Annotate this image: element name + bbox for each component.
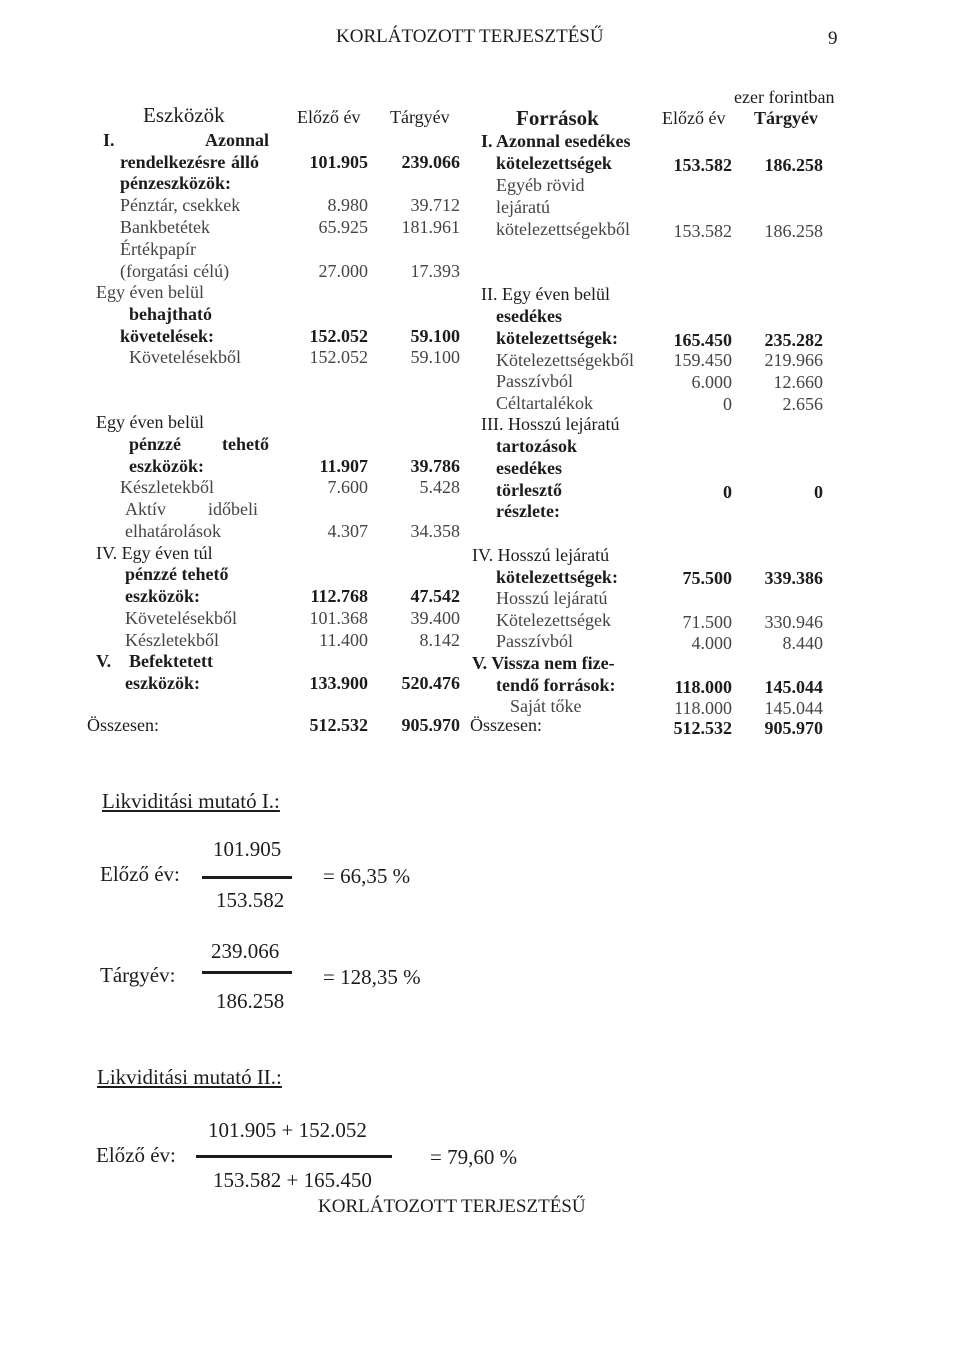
sources-label: Egyéb rövid [496,175,585,195]
sources-label: kötelezettségek: [496,328,618,348]
sources-prev-value: 75.500 [682,568,732,588]
assets-col-curr: Tárgyév [390,107,450,127]
assets-label: Egy éven belül [96,412,204,432]
sources-label: kötelezettségek [496,153,612,173]
assets-curr-value: 39.786 [410,456,460,476]
assets-prev-value: 8.980 [327,195,368,215]
assets-label: rendelkezésre [120,152,226,172]
assets-prev-value: 152.052 [309,347,368,367]
page-header-title: KORLÁTOZOTT TERJESZTÉSŰ [336,26,604,47]
liquidity-ratio-2-prev-numerator: 101.905 + 152.052 [208,1118,367,1142]
sources-prev-value: 0 [723,482,732,502]
assets-label: Értékpapír [120,239,196,259]
sources-curr-value: 330.946 [764,612,823,632]
sources-col-prev: Előző év [662,108,726,128]
assets-curr-value: 520.476 [401,673,460,693]
liquidity-ratio-1-prev-fraction-bar [202,876,292,879]
assets-label: elhatárolások [125,521,221,541]
sources-col-curr: Tárgyév [754,108,818,128]
assets-label: Azonnal [205,130,270,150]
assets-col-prev: Előző év [297,107,361,127]
assets-curr-value: 47.542 [410,586,460,606]
assets-curr-value: 39.400 [410,608,460,628]
assets-prev-value: 133.900 [309,673,368,693]
assets-label: pénzzé [129,434,181,454]
sources-prev-value: 165.450 [673,330,732,350]
assets-label: pénzeszközök: [120,173,231,193]
liquidity-ratio-1-curr-label: Tárgyév: [100,963,176,987]
assets-prev-value: 11.907 [319,456,368,476]
sources-label: Kötelezettségekből [496,350,634,370]
assets-prev-value: 112.768 [310,586,368,606]
liquidity-ratio-2-title-text: Likviditási mutató II.: [97,1065,282,1089]
sources-total-prev: 512.532 [673,718,732,738]
sources-prev-value: 118.000 [674,698,732,718]
sources-label: kötelezettségekből [496,219,630,239]
sources-label: tendő források: [496,675,616,695]
sources-label: V. Vissza nem fize- [472,653,615,673]
sources-label: esedékes [496,306,562,326]
sources-label: II. Egy éven belül [481,284,610,304]
assets-label: (forgatási célú) [120,261,230,281]
assets-label: V. [96,651,112,671]
assets-total-curr: 905.970 [401,715,460,735]
sources-label: III. Hosszú lejáratú [481,414,620,434]
assets-label: Aktív [125,499,167,519]
liquidity-ratio-2-prev-result: = 79,60 % [430,1145,518,1169]
assets-prev-value: 27.000 [318,261,368,281]
sources-curr-value: 219.966 [764,350,823,370]
assets-curr-value: 59.100 [410,347,460,367]
sources-curr-value: 186.258 [764,155,823,175]
sources-label: Céltartalékok [496,393,593,413]
assets-label: Bankbetétek [120,217,210,237]
sources-curr-value: 2.656 [782,394,823,414]
sources-prev-value: 153.582 [673,221,732,241]
sources-curr-value: 145.044 [764,677,823,697]
sources-total-curr: 905.970 [764,718,823,738]
sources-label: törlesztő [496,480,562,500]
assets-label: Készletekből [120,477,214,497]
assets-label: Pénztár, csekkek [120,195,241,215]
assets-label: álló [231,152,260,172]
assets-label: IV. Egy éven túl [96,543,213,563]
page-footer-title: KORLÁTOZOTT TERJESZTÉSŰ [318,1196,586,1217]
sources-label: Saját tőke [510,696,582,716]
assets-prev-value: 101.905 [309,152,368,172]
sources-label: részlete: [496,501,560,521]
sources-label: Passzívból [496,631,574,651]
sources-label: tartozások [496,436,577,456]
assets-label: Követelésekből [129,347,241,367]
assets-prev-value: 4.307 [327,521,368,541]
assets-total-prev: 512.532 [309,715,368,735]
unit-note: ezer forintban [734,87,835,107]
assets-label: Követelésekből [125,608,237,628]
sources-curr-value: 12.660 [773,372,823,392]
liquidity-ratio-2-prev-denominator: 153.582 + 165.450 [213,1168,372,1192]
assets-label: I. [103,130,115,150]
sources-curr-value: 8.440 [782,633,823,653]
sources-prev-value: 71.500 [682,612,732,632]
assets-prev-value: 65.925 [318,217,368,237]
liquidity-ratio-2-title [97,1066,282,1088]
liquidity-ratio-1-prev-denominator: 153.582 [216,888,285,912]
liquidity-ratio-1-curr-fraction-bar [202,971,292,974]
liquidity-ratio-1-title-text: Likviditási mutató I.: [102,789,280,813]
sources-label: Passzívból [496,371,574,391]
sources-label: IV. Hosszú lejáratú [472,545,610,565]
sources-curr-value: 145.044 [764,698,823,718]
sources-label: Kötelezettségek [496,610,611,630]
liquidity-ratio-1-curr-result: = 128,35 % [323,965,421,989]
sources-curr-value: 186.258 [764,221,823,241]
sources-prev-value: 159.450 [673,350,732,370]
assets-label: Befektetett [129,651,213,671]
assets-curr-value: 39.712 [410,195,460,215]
liquidity-ratio-1-prev-label: Előző év: [100,862,180,886]
sources-prev-value: 4.000 [691,633,732,653]
liquidity-ratio-1-curr-denominator: 186.258 [216,989,285,1013]
assets-label: eszközök: [125,673,200,693]
sources-label: esedékes [496,458,562,478]
assets-curr-value: 59.100 [410,326,460,346]
assets-label: időbeli [208,499,258,519]
liquidity-ratio-1-prev-result: = 66,35 % [323,864,411,888]
sources-prev-value: 6.000 [691,372,732,392]
assets-curr-value: 5.428 [419,477,460,497]
assets-curr-value: 17.393 [410,261,460,281]
sources-curr-value: 0 [814,482,823,502]
assets-curr-value: 239.066 [401,152,460,172]
liquidity-ratio-1-curr-numerator: 239.066 [211,939,280,963]
sources-prev-value: 153.582 [673,155,732,175]
sources-label: Hosszú lejáratú [496,588,608,608]
liquidity-ratio-1-prev-numerator: 101.905 [213,837,282,861]
assets-label: Készletekből [125,630,219,650]
assets-prev-value: 101.368 [309,608,368,628]
sources-curr-value: 339.386 [764,568,823,588]
sources-label: lejáratú [496,197,550,217]
sources-label: I. Azonnal esedékes [481,131,631,151]
assets-prev-value: 7.600 [327,477,368,497]
sources-prev-value: 118.000 [674,677,732,697]
liquidity-ratio-2-prev-fraction-bar [196,1155,392,1158]
assets-label: eszközök: [125,586,200,606]
assets-total-label: Összesen: [87,715,159,735]
sources-total-label: Összesen: [470,715,542,735]
assets-label: pénzzé tehető [125,564,229,584]
sources-curr-value: 235.282 [764,330,823,350]
assets-curr-value: 34.358 [410,521,460,541]
assets-curr-value: 181.961 [401,217,460,237]
assets-title: Eszközök [143,103,225,127]
liquidity-ratio-1-title [102,790,280,812]
assets-label: tehető [222,434,269,454]
sources-title: Források [516,106,599,130]
sources-label: kötelezettségek: [496,567,618,587]
assets-prev-value: 11.400 [319,630,368,650]
sources-prev-value: 0 [723,394,732,414]
page-number: 9 [828,28,838,49]
assets-label: eszközök: [129,456,204,476]
assets-label: behajtható [129,304,213,324]
liquidity-ratio-2-prev-label: Előző év: [96,1143,176,1167]
assets-label: Egy éven belül [96,282,204,302]
assets-prev-value: 152.052 [309,326,368,346]
assets-curr-value: 8.142 [419,630,460,650]
assets-label: követelések: [120,326,214,346]
